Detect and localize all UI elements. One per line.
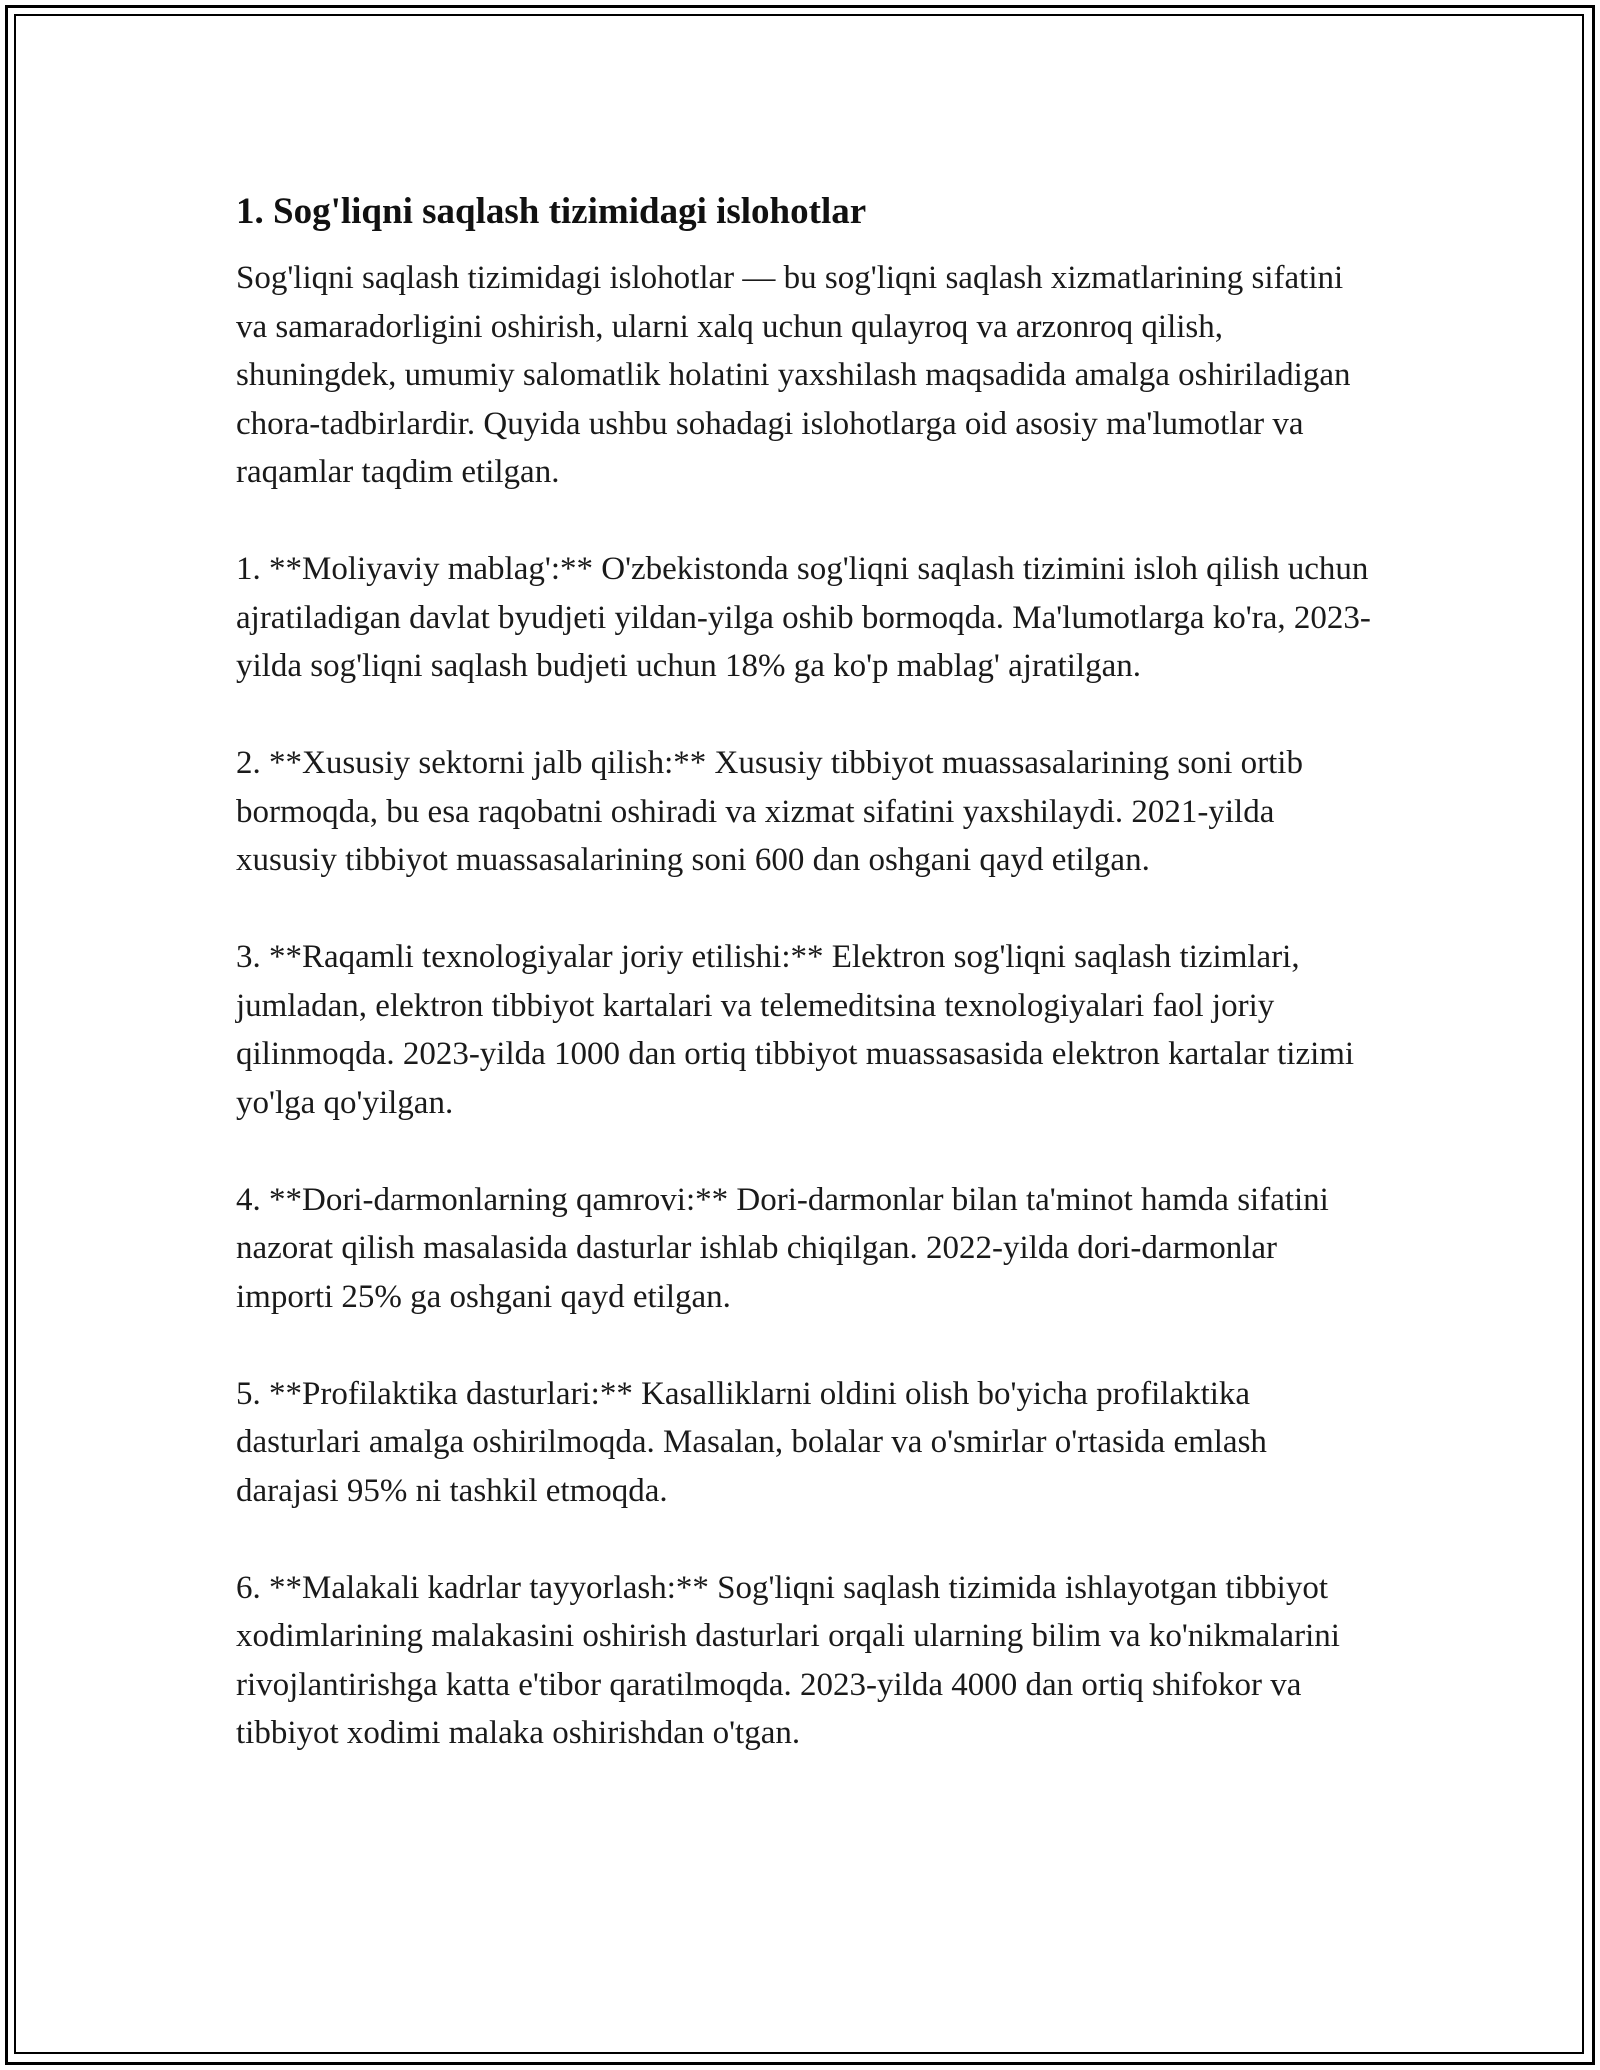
list-item-prevention: 5. **Profilaktika dasturlari:** Kasalliklarni oldini olish bo'yicha profilaktika dasturlari amalga oshirilmoqda. Masalan, bolalar va o'smirlar o'rtasida emlash darajasi 95% ni tashkil etmoqda. xyxy=(236,1375,1267,1509)
list-item-private-sector: 2. **Xususiy sektorni jalb qilish:** Xususiy tibbiyot muassasalarining soni ortib bormoqda, bu esa raqobatni oshiradi va xizmat sifatini yaxshilaydi. 2021-yilda xususiy tibbiyot muassasalarining soni 600 dan oshgani qayd etilgan. xyxy=(236,745,1303,878)
list-item-financing: 1. **Moliyaviy mablag':** O'zbekistonda sog'liqni saqlash tizimini isloh qilish uchun ajratiladigan davlat byudjeti yildan-yilga oshib bormoqda. Ma'lumotlarga ko'ra, 2023-yilda sog'liqni saqlash budjeti uchun 18% ga ko'p mablag' ajratilgan. xyxy=(236,551,1371,684)
section-heading: 1. Sog'liqni saqlash tizimidagi islohotlar xyxy=(236,191,867,232)
list-item-medicines: 4. **Dori-darmonlarning qamrovi:** Dori-darmonlar bilan ta'minot hamda sifatini nazorat qilish masalasida dasturlar ishlab chiqilgan. 2022-yilda dori-darmonlar importi 25% ga oshgani qayd etilgan. xyxy=(236,1181,1329,1315)
list-item-qualified-staff: 6. **Malakali kadrlar tayyorlash:** Sog'liqni saqlash tizimida ishlayotgan tibbiyot xodimlarining malakasini oshirish dasturlari orqali ularning bilim va ko'nikmalarini rivojlantirishga katta e'tibor qaratilmoqda. 2023-yilda 4000 dan ortiq shifokor va tibbiyot xodimi malaka oshirishdan o'tgan. xyxy=(236,1569,1340,1751)
intro-paragraph: Sog'liqni saqlash tizimidagi islohotlar — bu sog'liqni saqlash xizmatlarining sifatini va samaradorligini oshirish, ularni xalq uchun qulayroq va arzonroq qilish, shuningdek, umumiy salomatlik holatini yaxshilash maqsadida amalga oshiriladigan chora-tadbirlardir. Quyida ushbu sohadagi islohotlarga oid asosiy ma'lumotlar va raqamlar taqdim etilgan. xyxy=(236,260,1351,490)
list-item-digital-technologies: 3. **Raqamli texnologiyalar joriy etilishi:** Elektron sog'liqni saqlash tizimlari, jumladan, elektron tibbiyot kartalari va telemeditsina texnologiyalari faol joriy qilinmoqda. 2023-yilda 1000 dan ortiq tibbiyot muassasasida elektron kartalar tizimi yo'lga qo'yilgan. xyxy=(236,939,1355,1121)
document-body xyxy=(236,186,1376,1806)
